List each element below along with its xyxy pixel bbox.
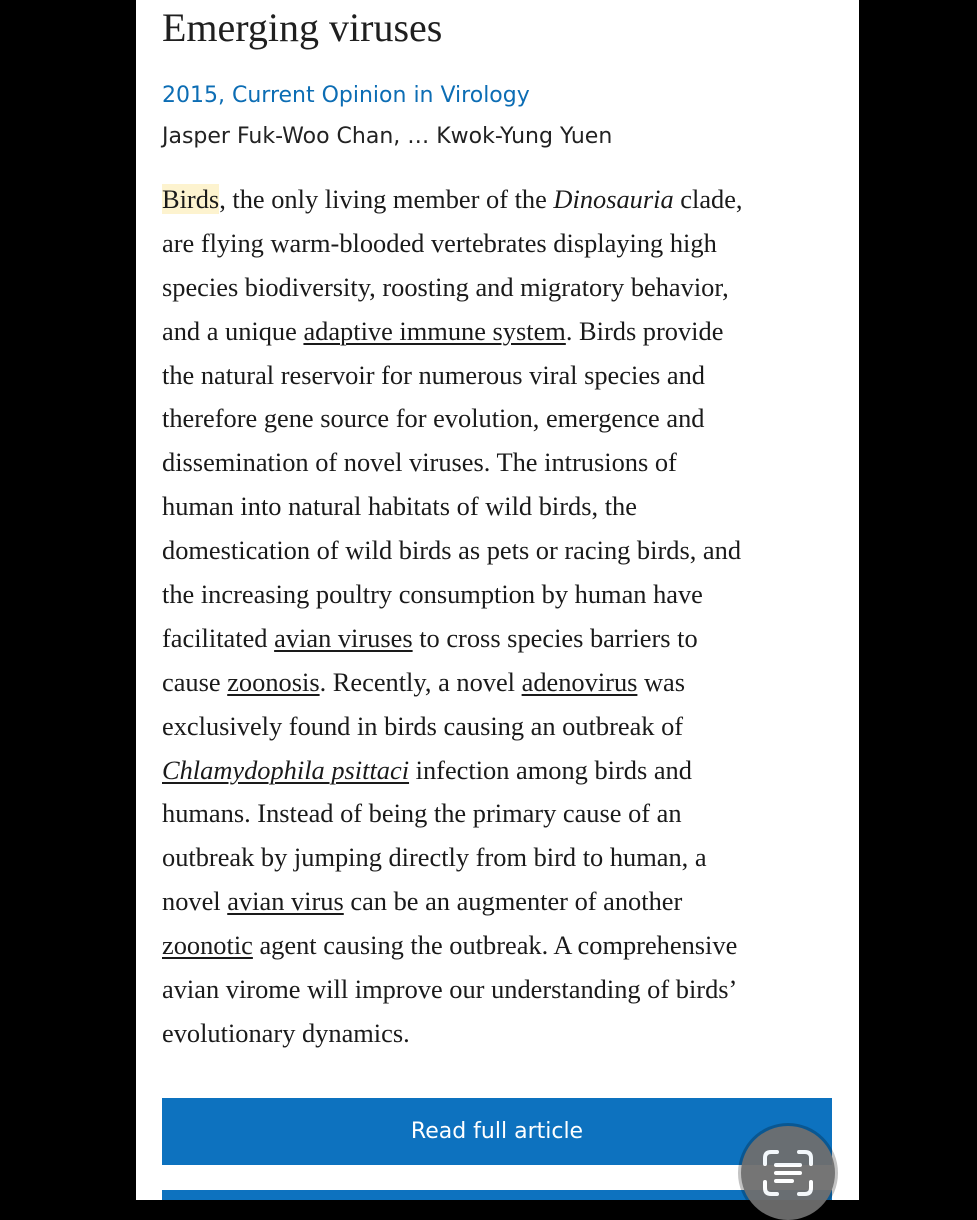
abstract-line — [162, 924, 832, 968]
abstract-line: outbreak by jumping directly from bird to human, a — [162, 842, 707, 873]
secondary-action-button[interactable] — [162, 1190, 832, 1200]
abstract-line: human into natural habitats of wild birds, the — [162, 491, 637, 522]
abstract-text: was — [637, 666, 686, 697]
term-link-avian-viruses[interactable]: avian viruses — [274, 622, 413, 653]
text-scan-button[interactable] — [741, 1126, 835, 1220]
text-scan-icon — [761, 1148, 815, 1198]
abstract-line: humans. Instead of being the primary cause of an — [162, 798, 682, 829]
abstract-line — [162, 880, 832, 924]
abstract-line: avian virome will improve our understanding of birds’ — [162, 974, 738, 1005]
abstract-line: the increasing poultry consumption by human have — [162, 579, 703, 610]
article-source[interactable]: 2015, Current Opinion in Virology — [162, 83, 530, 108]
abstract-line: exclusively found in birds causing an outbreak of — [162, 710, 684, 741]
article-title[interactable]: Emerging viruses — [162, 5, 443, 50]
abstract-line: the natural reservoir for numerous viral species and — [162, 359, 706, 390]
abstract-text: novel — [162, 886, 228, 917]
article-card — [136, 0, 859, 1200]
abstract-text: and a unique — [162, 315, 304, 346]
abstract-line — [162, 310, 832, 354]
read-full-article-button[interactable]: Read full article — [162, 1098, 832, 1165]
term-link-avian-virus[interactable]: avian virus — [227, 886, 344, 917]
abstract-text: . Birds provide — [565, 315, 724, 346]
term-link-zoonotic[interactable]: zoonotic — [162, 930, 253, 961]
article-authors: Jasper Fuk-Woo Chan, … Kwok-Yung Yuen — [162, 124, 613, 149]
abstract-line: domestication of wild birds as pets or racing birds, and — [162, 535, 742, 566]
abstract-line: evolutionary dynamics. — [162, 1017, 410, 1048]
abstract-text: agent causing the outbreak. A comprehensive — [252, 930, 738, 961]
highlighted-term: Birds — [162, 184, 220, 214]
abstract-text: cause — [162, 666, 228, 697]
term-link-adenovirus[interactable]: adenovirus — [521, 666, 638, 697]
abstract-line: are flying warm-blooded vertebrates displaying high — [162, 227, 717, 258]
abstract-line — [162, 617, 832, 661]
abstract-italic-term: Dinosauria — [553, 184, 674, 214]
abstract-text: clade, — [673, 184, 743, 214]
abstract-text: facilitated — [162, 622, 275, 653]
abstract-line — [162, 749, 832, 793]
article-abstract — [162, 178, 832, 1056]
term-link-adaptive-immune-system[interactable]: adaptive immune system — [303, 315, 566, 346]
abstract-line — [162, 178, 832, 222]
abstract-line: therefore gene source for evolution, emergence and — [162, 403, 705, 434]
abstract-line — [162, 661, 832, 705]
abstract-text: infection among birds and — [409, 754, 692, 785]
abstract-text: can be an augmenter of another — [343, 886, 683, 917]
abstract-text: . Recently, a novel — [319, 666, 522, 697]
abstract-line: species biodiversity, roosting and migratory behavior, — [162, 271, 729, 302]
abstract-text: , the only living member of the — [219, 184, 554, 214]
term-link-zoonosis[interactable]: zoonosis — [227, 666, 320, 697]
abstract-line: dissemination of novel viruses. The intrusions of — [162, 447, 677, 478]
abstract-text: to cross species barriers to — [412, 622, 698, 653]
term-link-chlamydophila-psittaci[interactable]: Chlamydophila psittaci — [162, 754, 410, 785]
